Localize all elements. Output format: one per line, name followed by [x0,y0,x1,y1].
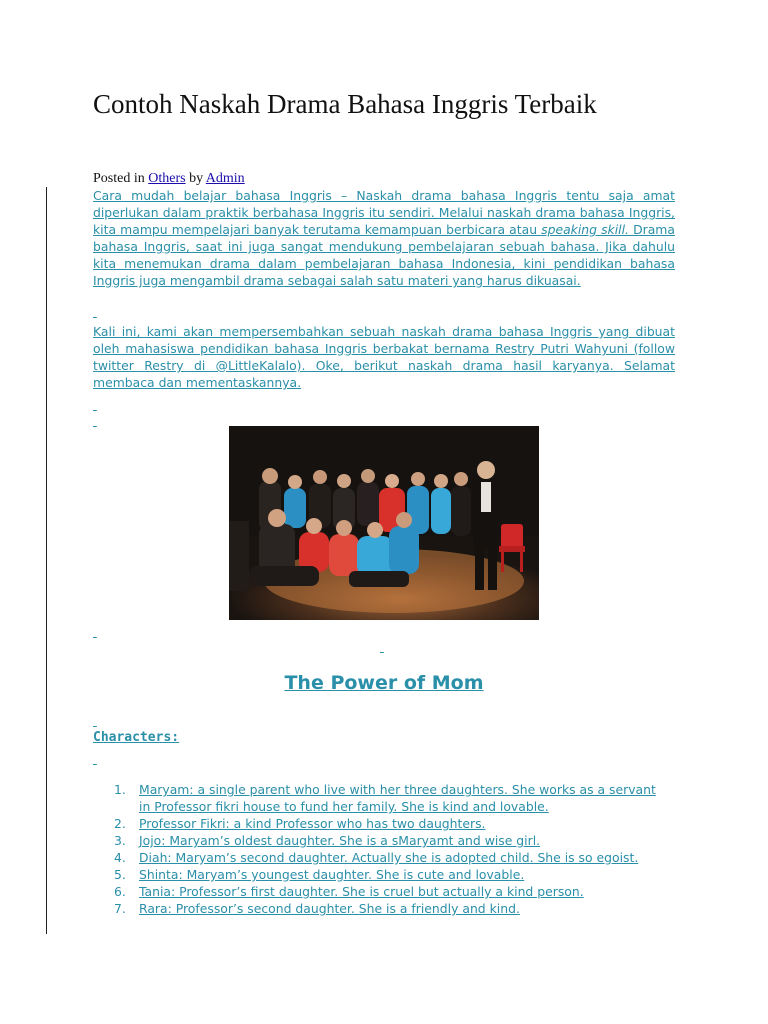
list-item [114,832,664,849]
posted-in-label: Posted in [93,171,145,186]
empty-link-marker [93,714,97,728]
list-item-text: Jojo: Maryam’s oldest daughter. She is a sMaryamt and wise girl. [139,833,541,848]
list-item [114,815,664,832]
list-item-text: Tania: Professor’s first daughter. She is cruel but actually a kind person. [139,884,584,899]
intro-paragraph-text: Cara mudah belajar bahasa Inggris – Naskah drama bahasa Inggris tentu saja amat diperlukan dalam praktik berbahasa Inggris itu sendiri. Melalui naskah drama bahasa Inggris, kita mampu mempelajari banyak terutama kemampuan berbicara atau [93,188,675,237]
list-item [114,900,664,917]
by-label: by [189,171,204,186]
empty-link-marker [93,305,97,319]
drama-photo-illustration [229,426,539,620]
intro-paragraph-italic: speaking skill. [541,222,629,237]
list-item [114,883,664,900]
list-item-text: Maryam: a single parent who live with her three daughters. She works as a servant in Professor fikri house to fund her family. She is kind and lovable. [139,782,656,814]
list-number: 6. [114,884,126,899]
list-item-text: Shinta: Maryam’s youngest daughter. She is cute and lovable. [139,867,525,882]
category-link[interactable]: Others [148,171,186,186]
list-item-text: Diah: Maryam’s second daughter. Actually she is adopted child. She is so egoist. [139,850,639,865]
list-item-text: Professor Fikri: a kind Professor who has two daughters. [139,816,486,831]
left-margin-rule [46,187,47,934]
list-item [114,849,664,866]
list-number: 3. [114,833,126,848]
empty-link-marker [93,752,97,766]
list-number: 4. [114,850,126,865]
list-number: 5. [114,867,126,882]
empty-link-marker [93,625,97,639]
author-link[interactable]: Admin [205,171,245,186]
characters-list [114,781,664,917]
drama-title: The Power of Mom [284,672,484,694]
list-number: 2. [114,816,126,831]
empty-link-marker [93,414,97,428]
list-number: 1. [114,782,126,797]
intro-paragraph-text-end: Drama bahasa Inggris, saat ini juga sangat mendukung pembelajaran sebuah bahasa. Jika dahulu kita menemukan drama dalam pembelajaran bahasa Indonesia, kini pendidikan bahasa Inggris juga mengambil drama sebagai salah satu materi yang harus dikuasai. [93,222,675,288]
empty-link-marker [93,398,97,412]
empty-link-marker [380,640,384,654]
list-item-text: Rara: Professor’s second daughter. She is a friendly and kind. [139,901,520,916]
drama-photo [229,426,539,620]
list-item [114,866,664,883]
article-title: Contoh Naskah Drama Bahasa Inggris Terbaik [93,89,597,119]
list-number: 7. [114,901,126,916]
list-item [114,781,664,815]
post-meta [93,171,245,187]
second-paragraph: Kali ini, kami akan mempersembahkan sebuah naskah drama bahasa Inggris yang dibuat oleh mahasiswa pendidikan bahasa Inggris berbakat bernama Restry Putri Wahyuni (follow twitter Restry di @LittleKalalo). Oke, berikut naskah drama hasil karyanya. Selamat membaca dan mementaskannya. [93,324,675,390]
characters-heading: Characters: [93,730,180,745]
intro-paragraph [93,187,675,289]
